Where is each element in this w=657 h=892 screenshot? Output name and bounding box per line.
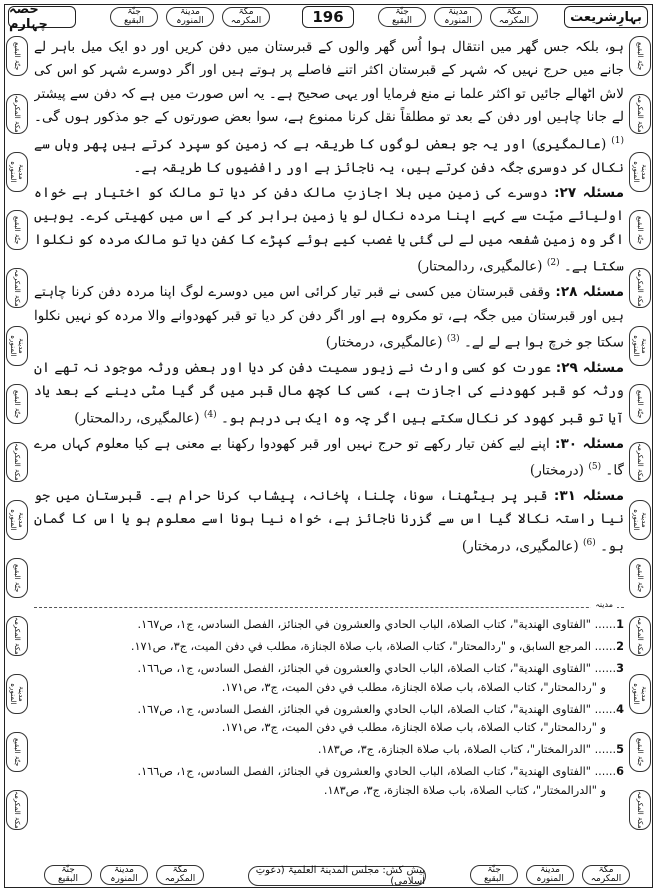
side-badge: جنّۃ البقیع bbox=[6, 36, 28, 76]
footnote-text: ...... المرجع السابق، و "ردالمحتار"، كتاب الصلاة، باب صلاة الجنازة، مطلب في دفن الميت، ج٣، ص١٧١. bbox=[130, 640, 617, 654]
footer-badge: مکۃ المکرمہ bbox=[156, 865, 204, 885]
footnote-ref: (2) bbox=[546, 258, 560, 269]
header-badge: مکۃ المکرمہ bbox=[222, 7, 270, 27]
masala-label: مسئلہ ۲۹: bbox=[555, 359, 624, 376]
footnote-item bbox=[34, 616, 624, 634]
footnote-ref: (1) bbox=[611, 135, 624, 146]
side-badge: مدینۃ المنورہ bbox=[629, 674, 651, 714]
masala-29: مسئلہ ۲۹: عورت کو کسی وارث نے زیور سمیت دفن کر دیا اور بعض ورثہ موجود نہ تھے ان ورثہ کو قبر کھودنے کی اجازت ہے، کسی کا کچھ مال قبر میں گر گیا مٹی دینے کے بعد یاد آیا تو قبر کھود کر نکال سکتے ہیں اگر چہ وہ ایک ہی درہم ہو۔ $^{(4)}$ (عالمگیری، ردالمحتار) bbox=[34, 359, 624, 427]
header-badge: مدینۃ المنورہ bbox=[434, 7, 482, 27]
reference: (عالمگیری، ردالمحتار) bbox=[417, 258, 543, 275]
footnote-item bbox=[34, 701, 624, 737]
side-badge: جنّۃ البقیع bbox=[629, 558, 651, 598]
footnote-text: و "ردالمحتار"، كتاب الصلاة، باب صلاة الجنازة، مطلب في دفن الميت، ج٣، ص١٧١. bbox=[221, 680, 606, 694]
side-badge: جنّۃ البقیع bbox=[6, 558, 28, 598]
header-badge: جنّۃ البقیع bbox=[110, 7, 158, 27]
footnote-ref: (5) bbox=[588, 462, 602, 473]
side-badge: جنّۃ البقیع bbox=[629, 732, 651, 772]
footnote-text: و "ردالمحتار"، كتاب الصلاة، باب صلاة الجنازة، مطلب في دفن الميت، ج٣، ص١٧١. bbox=[221, 721, 606, 735]
body-text bbox=[34, 36, 624, 598]
side-badge: مکۃ المکرمہ bbox=[629, 790, 651, 830]
masala-28: مسئلہ ۲۸: وقفی قبرستان میں کسی نے قبر تیار کرائی اس میں دوسرے لوگ اپنا مردہ دفن کرنا چاہتے ہیں اور قبرستان میں جگہ ہے، تو مکروہ ہے اور اگر دفن کر دیا تو قبر کھودوانے والا مردہ کو نہیں نکلوا سکتا جو خرچ ہوا ہے لے لے۔ $^{(3)}$ (عالمگیری، درمختار) bbox=[34, 284, 624, 351]
side-badge: مکۃ المکرمہ bbox=[6, 268, 28, 308]
reference: (عالمگیری) bbox=[531, 136, 607, 153]
footnote-number: 1 bbox=[616, 618, 624, 631]
header-badge: مکۃ المکرمہ bbox=[490, 7, 538, 27]
side-badge: مدینۃ المنورہ bbox=[629, 326, 651, 366]
masala-label: مسئلہ ۲۸: bbox=[555, 284, 624, 301]
left-margin-badges bbox=[6, 36, 28, 848]
footnote-text: ...... "الفتاوی الهندية"، كتاب الصلاة، الباب الحادي والعشرون في الجنائز، الفصل السادس، ج١، ص١٦٧. bbox=[137, 618, 617, 631]
footnote-item bbox=[34, 660, 624, 696]
book-title: بہارِشریعت bbox=[564, 6, 648, 28]
page-number: 196 bbox=[302, 6, 354, 28]
reference: (عالمگیری، درمختار) bbox=[461, 538, 579, 555]
part-label: حصہ چہارم bbox=[8, 6, 76, 28]
side-badge: مکۃ المکرمہ bbox=[629, 616, 651, 656]
footnote-ref: (4) bbox=[203, 409, 217, 420]
footnotes bbox=[34, 616, 624, 852]
footnote-text: و "الدرالمختار"، كتاب الصلاة، باب صلاة الجنازة، ج٣، ص١٨٣. bbox=[323, 783, 606, 797]
side-badge: مدینۃ المنورہ bbox=[6, 326, 28, 366]
reference: (عالمگیری، درمختار) bbox=[325, 334, 443, 351]
footer-badge: جنّۃ البقیع bbox=[470, 865, 518, 885]
footnote-number: 6 bbox=[616, 765, 624, 779]
footnote-divider bbox=[34, 607, 624, 608]
header-badge: مدینۃ المنورہ bbox=[166, 7, 214, 27]
side-badge: مدینۃ المنورہ bbox=[6, 674, 28, 714]
footnote-number: 5 bbox=[616, 743, 624, 757]
side-badge: مدینۃ المنورہ bbox=[629, 152, 651, 192]
masala-30: مسئلہ ۳۰: اپنے لیے کفن تیار رکھے تو حرج نہیں اور قبر کھودوا رکھنا بے معنی ہے کیا معلوم کہاں مرے گا۔ $^{(5)}$ (درمختار) bbox=[34, 435, 624, 479]
reference: (عالمگیری، ردالمحتار) bbox=[74, 410, 200, 427]
footer-badge: جنّۃ البقیع bbox=[44, 865, 92, 885]
footnote-text: ...... "الفتاوی الهندية"، كتاب الصلاة، الباب الحادي والعشرون في الجنائز، الفصل السادس، ج١، ص١٦٦. bbox=[137, 765, 617, 779]
masala-label: مسئلہ ۲۷: bbox=[554, 184, 624, 201]
masala-label: مسئلہ ۳۰: bbox=[555, 435, 624, 452]
side-badge: مدینۃ المنورہ bbox=[6, 152, 28, 192]
side-badge: جنّۃ البقیع bbox=[629, 210, 651, 250]
side-badge: مکۃ المکرمہ bbox=[629, 268, 651, 308]
intro-paragraph: ہو، بلکہ جس گھر میں انتقال ہوا اُس گھر والوں کے قبرستان میں دفن کریں اور دو ایک میل باہر لے جانے میں حرج نہیں کہ شہر کے قبرستان اکثر اتنے فاصلے پر ہوتے ہیں اور اگر دوسرے شہر کو اس کی لاش اٹھالے جائیں تو اکثر علما نے منع فرمایا اور یہی صحیح ہے۔ یہ اس صورت میں ہے کہ دفن سے پیشتر لے جانا چاہیں اور دفن کے بعد تو مطلقاً نقل کرنا ممنوع ہے، سوا بعض صورتوں کے جو مذکور ہوں گی۔ $^{(1)}$ (عالمگیری) اور یہ جو بعض لوگوں کا طریقہ ہے کہ زمین کو سپرد کرتے ہیں پھر وہاں سے نکال کر دوسری جگہ دفن کرتے ہیں، یہ ناجائز ہے اور رافضیوں کا طریقہ ہے۔ bbox=[34, 39, 624, 176]
footnote-item bbox=[34, 763, 624, 799]
side-badge: مدینۃ المنورہ bbox=[629, 500, 651, 540]
header-badge: جنّۃ البقیع bbox=[378, 7, 426, 27]
side-badge: مکۃ المکرمہ bbox=[6, 94, 28, 134]
divider-label: مدینہ bbox=[591, 600, 617, 609]
right-margin-badges bbox=[629, 36, 651, 848]
side-badge: مکۃ المکرمہ bbox=[6, 790, 28, 830]
footnote-ref: (6) bbox=[583, 537, 596, 548]
publisher-credit: پیش کش: مجلس المدینۃ العلمیۃ (دعوتِ اسلامی) bbox=[248, 866, 426, 886]
footnote-number: 4 bbox=[616, 702, 624, 716]
footnote-item bbox=[34, 638, 624, 656]
footnote-text: ...... "الفتاوی الهندية"، كتاب الصلاة، الباب الحادي والعشرون في الجنائز، الفصل السادس، ج١، ص١٦٦. bbox=[137, 662, 617, 676]
masala-31: مسئلہ ۳۱: قبر پر بیٹھنا، سونا، چلنا، پاخانہ، پیشاب کرنا حرام ہے۔ قبرستان میں جو نیا راستہ نکالا گیا اس سے گزرنا ناجائز ہے، خواہ نیا ہونا اسے معلوم ہو یا اس کا گمان ہو۔ $^{(6)}$ (عالمگیری، درمختار) bbox=[34, 487, 624, 555]
side-badge: جنّۃ البقیع bbox=[6, 732, 28, 772]
side-badge: مکۃ المکرمہ bbox=[6, 616, 28, 656]
footnote-number: 2 bbox=[616, 640, 624, 654]
footnote-number: 3 bbox=[616, 662, 624, 676]
page-header bbox=[8, 2, 649, 32]
side-badge: مکۃ المکرمہ bbox=[629, 94, 651, 134]
footnote-item bbox=[34, 741, 624, 759]
masala-27: مسئلہ ۲۷: دوسرے کی زمین میں بلا اجازتِ مالک دفن کر دیا تو مالک کو اختیار ہے خواہ اولیائے میّت سے کہے اپنا مردہ نکال لو یا زمین برابر کر کے اس میں کھیتی کرے۔ یوہیں اگر وہ زمین شفعہ میں لے لی گئی یا غصب کیے ہوئے کپڑے کا کفن دیا تو مالک مردہ کو نکلوا سکتا ہے۔ $^{(2)}$ (عالمگیری، ردالمحتار) bbox=[34, 184, 624, 275]
footnote-text: ...... "الدرالمختار"، كتاب الصلاة، باب صلاة الجنازة، ج٣، ص١٨٣. bbox=[317, 743, 617, 757]
footer-badge: مدینۃ المنورہ bbox=[100, 865, 148, 885]
reference: (درمختار) bbox=[529, 462, 584, 479]
masala-label: مسئلہ ۳۱: bbox=[553, 487, 624, 504]
side-badge: مکۃ المکرمہ bbox=[629, 442, 651, 482]
side-badge: جنّۃ البقیع bbox=[6, 384, 28, 424]
side-badge: مکۃ المکرمہ bbox=[6, 442, 28, 482]
footer-badge: مکۃ المکرمہ bbox=[582, 865, 630, 885]
footnote-text: ...... "الفتاوی الهندية"، كتاب الصلاة، الباب الحادي والعشرون في الجنائز، الفصل السادس، ج١، ص١٦٧. bbox=[137, 702, 617, 716]
side-badge: جنّۃ البقیع bbox=[6, 210, 28, 250]
page-footer bbox=[8, 864, 649, 888]
footnote-ref: (3) bbox=[446, 333, 460, 344]
side-badge: جنّۃ البقیع bbox=[629, 384, 651, 424]
footer-badge: مدینۃ المنورہ bbox=[526, 865, 574, 885]
side-badge: جنّۃ البقیع bbox=[629, 36, 651, 76]
side-badge: مدینۃ المنورہ bbox=[6, 500, 28, 540]
